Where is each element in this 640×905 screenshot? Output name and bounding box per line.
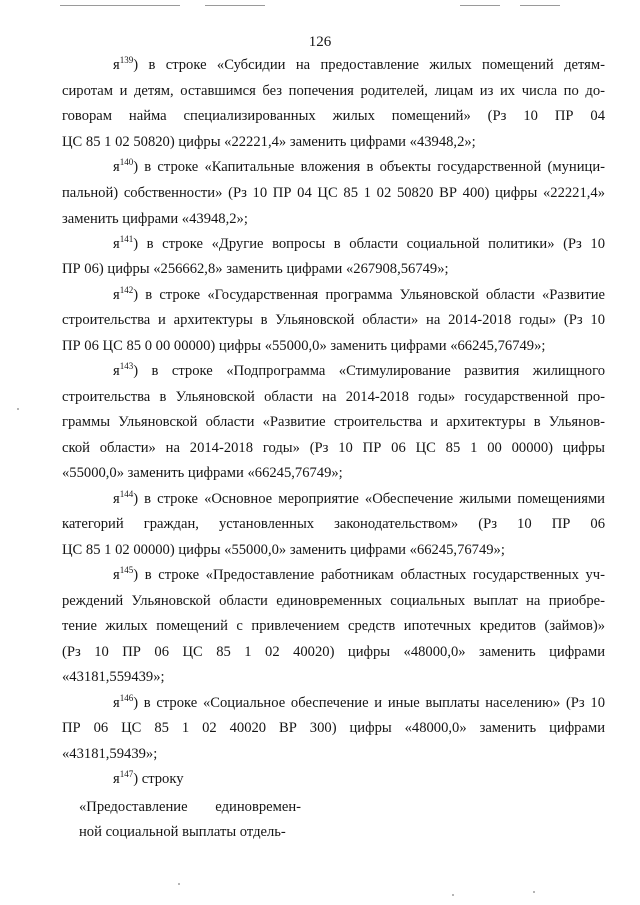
item-marker: я (113, 236, 120, 252)
item-marker: я (113, 771, 120, 787)
item-marker: я (113, 491, 120, 507)
paragraph-line: ЦС 85 1 02 50820) цифры «22221,4» заменить цифрами «43948,2»; (62, 134, 476, 150)
paragraph-line: «43181,59439»; (62, 746, 158, 762)
paragraph-line: ПР 06) цифры «256662,8» заменить цифрами «267908,56749»; (62, 261, 449, 277)
item-number: 147 (119, 769, 134, 779)
paragraph-line: $я^{140}$) в строке «Капитальные вложения в объекты государственной (муници- (113, 157, 605, 175)
table-cell-line: «Предоставление единовремен- (79, 799, 301, 815)
table-cell-line: ной социальной выплаты отдель- (79, 824, 286, 840)
paragraph-line: ской области» на 2014-2018 годы» (Рз 10 ПР 06 ЦС 85 1 00 00000) цифры (62, 440, 605, 456)
scan-artifact (60, 5, 180, 6)
paragraph-line: ПР 06 ЦС 85 1 02 40020 ВР 300) цифры «48000,0» заменить цифрами (62, 720, 605, 736)
item-marker: я (113, 159, 120, 175)
item-number: 144 (119, 489, 134, 499)
scan-speck (533, 891, 535, 893)
item-number: 139 (119, 55, 134, 65)
page-number: 126 (308, 34, 332, 50)
paragraph-line: ЦС 85 1 02 00000) цифры «55000,0» заменить цифрами «66245,76749»; (62, 542, 505, 558)
item-number: 143 (119, 361, 134, 371)
paragraph-line: граммы Ульяновской области «Развитие строительства и архитектуры в Ульянов- (62, 414, 605, 430)
paragraph-line: $я^{143}$) в строке «Подпрограмма «Стимулирование развития жилищного (113, 361, 605, 379)
item-number: 146 (119, 693, 134, 703)
scan-artifact (460, 5, 500, 6)
paragraph-line: ПР 06 ЦС 85 0 00 00000) цифры «55000,0» заменить цифрами «66245,76749»; (62, 338, 546, 354)
scan-speck (178, 883, 180, 885)
item-number: 145 (119, 565, 134, 575)
paragraph-line: $я^{146}$) в строке «Социальное обеспечение и иные выплаты населению» (Рз 10 (113, 693, 605, 711)
paragraph-line: реждений Ульяновской области единовременных социальных выплат на приобре- (62, 593, 605, 609)
paragraph-line: тение жилых помещений с привлечением средств ипотечных кредитов (займов)» (62, 618, 605, 634)
paragraph-line: пальной) собственности» (Рз 10 ПР 04 ЦС 85 1 02 50820 ВР 400) цифры «22221,4» (62, 185, 605, 201)
paragraph-line: $я^{145}$) в строке «Предоставление работникам областных государственных уч- (113, 565, 605, 583)
paragraph-line: (Рз 10 ПР 06 ЦС 85 1 02 40020) цифры «48000,0» заменить цифрами (62, 644, 605, 660)
paragraph-line: $я^{144}$) в строке «Основное мероприятие «Обеспечение жилыми помещениями (113, 489, 605, 507)
paragraph-line: говорам найма специализированных жилых помещений» (Рз 10 ПР 04 (62, 108, 605, 124)
item-marker: я (113, 567, 120, 583)
paragraph-line: «55000,0» заменить цифрами «66245,76749»; (62, 465, 343, 481)
paragraph-line: $я^{147}$) строку (113, 769, 184, 787)
scan-speck (452, 894, 454, 896)
paragraph-line: категорий граждан, установленных законодательством» (Рз 10 ПР 06 (62, 516, 605, 532)
paragraph-line: $я^{139}$) в строке «Субсидии на предоставление жилых помещений детям- (113, 55, 605, 73)
paragraph-line: заменить цифрами «43948,2»; (62, 211, 248, 227)
scan-artifact (520, 5, 560, 6)
item-marker: я (113, 287, 120, 303)
paragraph-line: строительства в Ульяновской области на 2014-2018 годы» государственной про- (62, 389, 605, 405)
paragraph-line: $я^{141}$) в строке «Другие вопросы в области социальной политики» (Рз 10 (113, 234, 605, 252)
item-marker: я (113, 363, 120, 379)
item-number: 141 (119, 234, 134, 244)
paragraph-line: сиротам и детям, оставшимся без попечения родителей, лицам из их числа по до- (62, 83, 605, 99)
paragraph-line: $я^{142}$) в строке «Государственная программа Ульяновской области «Развитие (113, 285, 605, 303)
paragraph-line: «43181,559439»; (62, 669, 165, 685)
item-marker: я (113, 57, 120, 73)
paragraph-line: строительства и архитектуры в Ульяновской области» на 2014-2018 годы» (Рз 10 (62, 312, 605, 328)
scan-artifact (205, 5, 265, 6)
item-number: 142 (119, 285, 134, 295)
scan-speck (17, 408, 19, 410)
item-number: 140 (119, 157, 134, 167)
item-marker: я (113, 695, 120, 711)
